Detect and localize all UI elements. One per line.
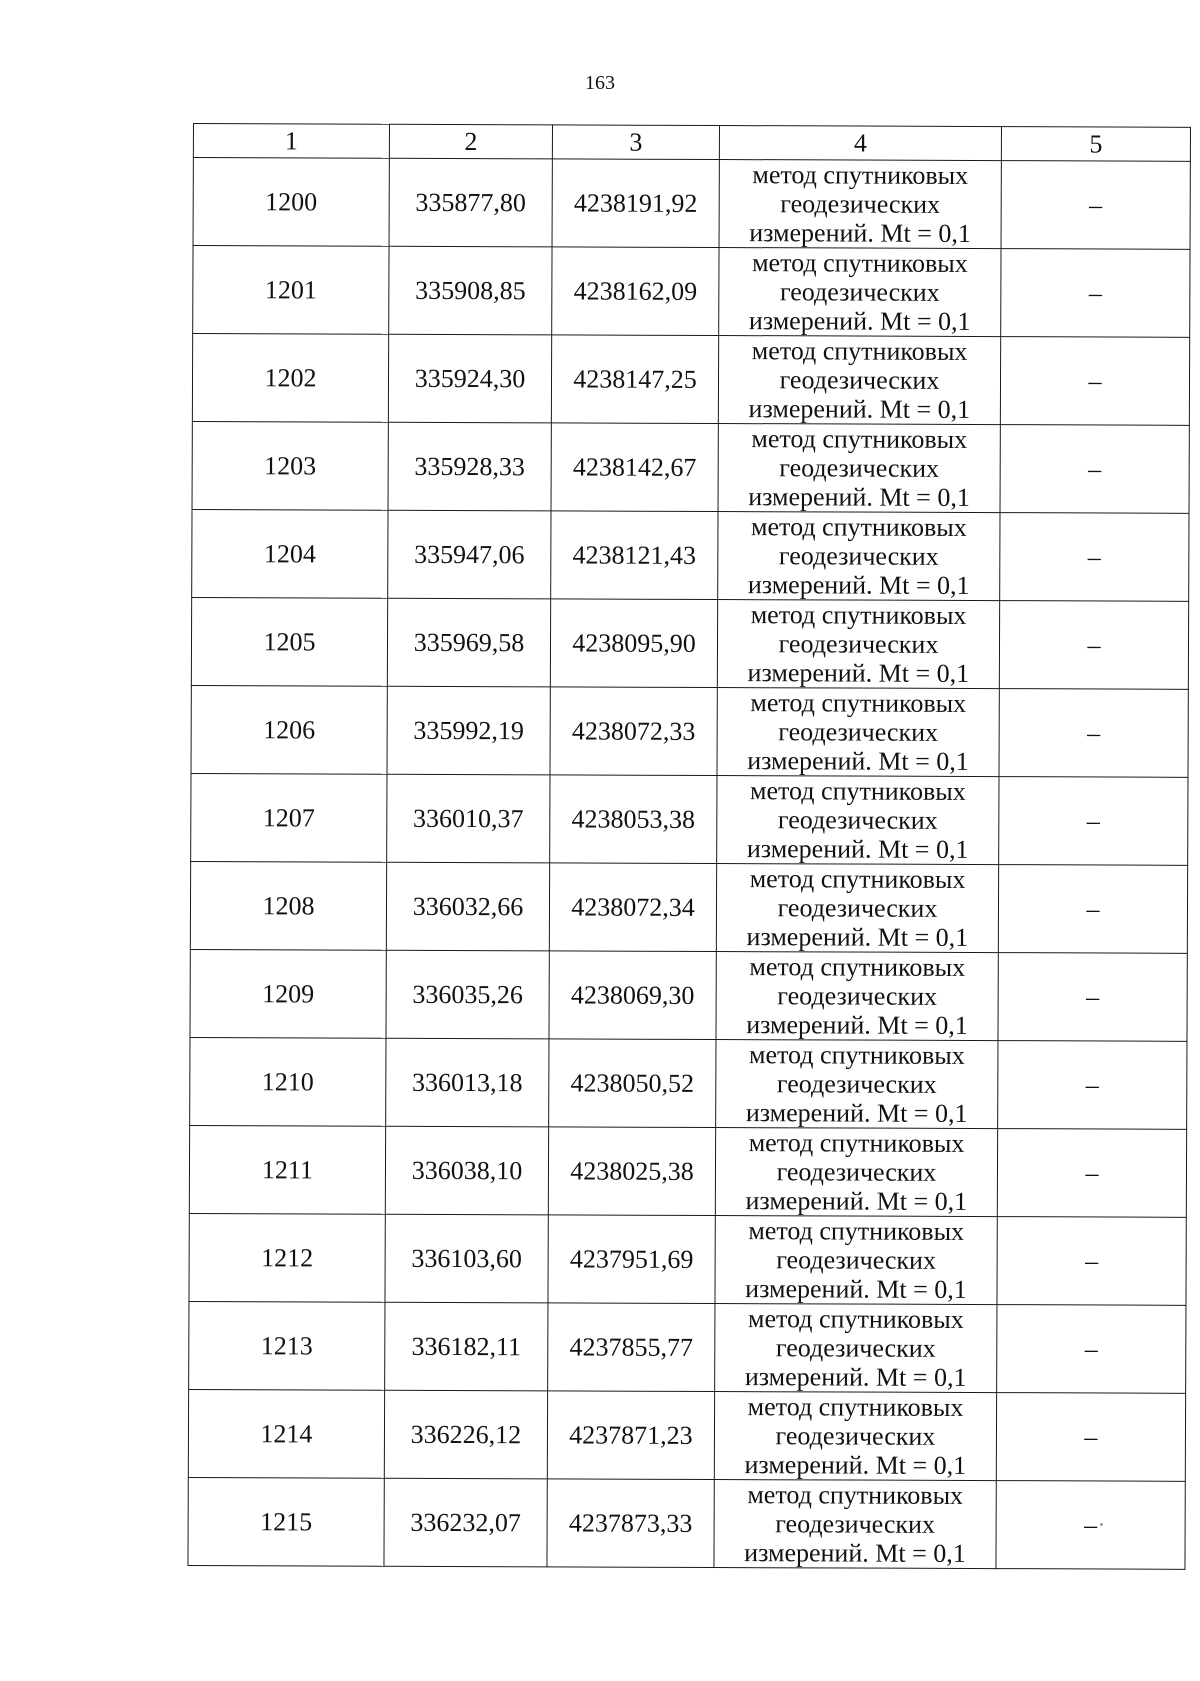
- table-row: [191, 773, 1188, 865]
- note-cell: –: [999, 601, 1188, 690]
- method-line: измерений. Mt = 0,1: [747, 658, 970, 688]
- method-line: измерений. Mt = 0,1: [745, 1098, 968, 1128]
- point-number-cell: 1205: [191, 597, 387, 686]
- method-line: измерений. Mt = 0,1: [744, 1538, 966, 1568]
- point-number-cell: 1211: [189, 1125, 385, 1214]
- method-line: геодезических: [778, 541, 939, 571]
- table-row: [190, 1037, 1187, 1129]
- method-line: метод спутниковых: [750, 600, 967, 630]
- y-coordinate-cell: 4238095,90: [550, 599, 717, 688]
- method-cell: [715, 1216, 997, 1305]
- note-cell: –: [997, 1305, 1186, 1394]
- point-number-cell: 1206: [191, 685, 387, 774]
- method-line: геодезических: [777, 981, 938, 1011]
- note-cell: –: [997, 1217, 1186, 1306]
- method-line: измерений. Mt = 0,1: [745, 1274, 967, 1304]
- method-line: метод спутниковых: [751, 336, 968, 366]
- method-line: геодезических: [776, 1245, 937, 1275]
- note-cell: –: [999, 777, 1188, 866]
- method-line: измерений. Mt = 0,1: [747, 746, 969, 776]
- method-line: метод спутниковых: [751, 424, 968, 454]
- method-line: метод спутниковых: [747, 1480, 964, 1510]
- method-line: геодезических: [775, 1509, 936, 1539]
- method-line: геодезических: [776, 1157, 937, 1187]
- note-cell: –: [997, 1129, 1186, 1218]
- method-cell: [714, 1480, 996, 1569]
- method-cell: [716, 1040, 998, 1129]
- table-row: [189, 1301, 1186, 1393]
- method-line: метод спутниковых: [751, 512, 967, 542]
- method-line: измерений. Mt = 0,1: [748, 482, 970, 512]
- method-cell: [718, 424, 1000, 513]
- x-coordinate-cell: 335947,06: [388, 510, 551, 599]
- method-line: геодезических: [778, 629, 939, 659]
- x-coordinate-cell: 336010,37: [387, 774, 550, 863]
- point-number-cell: 1213: [189, 1301, 385, 1390]
- y-coordinate-cell: 4237873,33: [547, 1479, 714, 1568]
- method-cell: [718, 336, 1000, 425]
- x-coordinate-cell: 335992,19: [387, 686, 550, 775]
- method-line: метод спутниковых: [749, 1040, 965, 1070]
- x-coordinate-cell: 336182,11: [385, 1302, 548, 1391]
- table-row: [189, 1213, 1186, 1305]
- y-coordinate-cell: 4238147,25: [551, 335, 718, 424]
- table-row: [190, 949, 1187, 1041]
- table-row: [188, 1389, 1185, 1481]
- point-number-cell: 1200: [193, 158, 389, 247]
- note-cell: –: [1000, 425, 1189, 514]
- method-line: измерений. Mt = 0,1: [746, 922, 969, 952]
- header-col-3: 3: [552, 125, 719, 160]
- table-row: [191, 597, 1188, 689]
- method-cell: [716, 864, 998, 953]
- method-line: измерений. Mt = 0,1: [745, 1186, 968, 1216]
- method-cell: [714, 1392, 996, 1481]
- table-row: [189, 1125, 1186, 1217]
- method-line: геодезических: [779, 453, 940, 483]
- table-header: [193, 124, 1190, 162]
- header-col-5: 5: [1001, 127, 1190, 162]
- method-line: геодезических: [777, 805, 938, 835]
- y-coordinate-cell: 4238025,38: [548, 1127, 715, 1216]
- method-line: геодезических: [779, 365, 940, 395]
- method-cell: [718, 512, 1000, 601]
- y-coordinate-cell: 4237855,77: [548, 1303, 715, 1392]
- table-row: [190, 861, 1187, 953]
- x-coordinate-cell: 335969,58: [387, 598, 550, 687]
- method-line: геодезических: [778, 717, 939, 747]
- table-body: [188, 158, 1190, 1570]
- y-coordinate-cell: 4237871,23: [547, 1391, 714, 1480]
- y-coordinate-cell: 4238121,43: [551, 511, 718, 600]
- x-coordinate-cell: 336032,66: [386, 862, 549, 951]
- y-coordinate-cell: 4238069,30: [549, 951, 716, 1040]
- x-coordinate-cell: 336226,12: [384, 1390, 547, 1479]
- method-line: измерений. Mt = 0,1: [748, 306, 971, 336]
- note-cell: –: [996, 1393, 1185, 1482]
- method-line: измерений. Mt = 0,1: [744, 1362, 967, 1392]
- point-number-cell: 1210: [190, 1037, 386, 1126]
- point-number-cell: 1209: [190, 949, 386, 1038]
- page-number: 163: [585, 72, 615, 94]
- header-col-2: 2: [389, 124, 552, 159]
- table-row: [188, 1477, 1185, 1569]
- method-line: измерений. Mt = 0,1: [749, 218, 971, 248]
- note-cell: –: [1001, 161, 1190, 250]
- y-coordinate-cell: 4238072,34: [549, 863, 716, 952]
- x-coordinate-cell: 336232,07: [384, 1478, 547, 1567]
- method-line: геодезических: [775, 1421, 936, 1451]
- x-coordinate-cell: 335877,80: [389, 158, 552, 247]
- method-line: метод спутниковых: [748, 1128, 965, 1158]
- note-cell: –: [996, 1481, 1185, 1570]
- method-line: метод спутниковых: [747, 1304, 964, 1334]
- method-line: геодезических: [777, 893, 938, 923]
- note-cell: –: [1000, 337, 1189, 426]
- y-coordinate-cell: 4238053,38: [550, 775, 717, 864]
- method-line: метод спутниковых: [749, 952, 966, 982]
- x-coordinate-cell: 335924,30: [388, 334, 551, 423]
- method-line: метод спутниковых: [750, 776, 966, 806]
- method-line: геодезических: [775, 1333, 936, 1363]
- method-cell: [719, 248, 1001, 337]
- method-cell: [719, 160, 1001, 249]
- method-cell: [717, 776, 999, 865]
- point-number-cell: 1202: [192, 334, 388, 423]
- note-cell: –: [998, 1041, 1187, 1130]
- y-coordinate-cell: 4237951,69: [548, 1215, 715, 1304]
- point-number-cell: 1215: [188, 1477, 384, 1566]
- note-cell: –: [998, 865, 1187, 954]
- point-number-cell: 1212: [189, 1213, 385, 1302]
- method-line: метод спутниковых: [748, 1216, 965, 1246]
- table-row: [193, 246, 1190, 338]
- note-cell: –: [1000, 513, 1189, 602]
- y-coordinate-cell: 4238191,92: [552, 159, 719, 248]
- method-line: измерений. Mt = 0,1: [746, 1010, 968, 1040]
- point-number-cell: 1204: [192, 509, 388, 598]
- note-cell: –: [998, 953, 1187, 1042]
- method-line: геодезических: [780, 189, 941, 219]
- point-number-cell: 1201: [193, 246, 389, 335]
- method-line: метод спутниковых: [750, 688, 967, 718]
- method-line: метод спутниковых: [752, 248, 968, 278]
- header-row: [193, 124, 1190, 162]
- coordinates-table: [187, 123, 1191, 1570]
- table-row: [192, 509, 1189, 601]
- note-cell: –: [1001, 249, 1190, 338]
- header-col-1: 1: [193, 124, 389, 159]
- x-coordinate-cell: 336035,26: [386, 950, 549, 1039]
- scan-speck: [1100, 1523, 1103, 1526]
- method-line: измерений. Mt = 0,1: [747, 570, 970, 600]
- method-cell: [716, 952, 998, 1041]
- x-coordinate-cell: 335908,85: [389, 246, 552, 335]
- y-coordinate-cell: 4238142,67: [551, 423, 718, 512]
- point-number-cell: 1214: [188, 1389, 384, 1478]
- note-cell: –: [999, 689, 1188, 778]
- point-number-cell: 1203: [192, 421, 388, 510]
- y-coordinate-cell: 4238162,09: [552, 247, 719, 336]
- method-line: метод спутниковых: [749, 864, 966, 894]
- method-line: метод спутниковых: [747, 1392, 964, 1422]
- table-row: [192, 421, 1189, 513]
- y-coordinate-cell: 4238072,33: [550, 687, 717, 776]
- method-line: измерений. Mt = 0,1: [746, 834, 969, 864]
- header-col-4: 4: [719, 126, 1001, 161]
- method-line: измерений. Mt = 0,1: [748, 394, 971, 424]
- method-line: геодезических: [776, 1069, 937, 1099]
- x-coordinate-cell: 336013,18: [386, 1038, 549, 1127]
- method-line: метод спутниковых: [752, 160, 969, 190]
- method-line: измерений. Mt = 0,1: [744, 1450, 967, 1480]
- y-coordinate-cell: 4238050,52: [549, 1039, 716, 1128]
- table-row: [192, 334, 1189, 426]
- method-cell: [717, 688, 999, 777]
- table-row: [191, 685, 1188, 777]
- point-number-cell: 1207: [191, 773, 387, 862]
- method-line: геодезических: [779, 277, 940, 307]
- method-cell: [715, 1304, 997, 1393]
- x-coordinate-cell: 336038,10: [385, 1126, 548, 1215]
- x-coordinate-cell: 336103,60: [385, 1214, 548, 1303]
- method-cell: [717, 600, 999, 689]
- table-row: [193, 158, 1190, 250]
- x-coordinate-cell: 335928,33: [388, 422, 551, 511]
- point-number-cell: 1208: [190, 861, 386, 950]
- method-cell: [715, 1128, 997, 1217]
